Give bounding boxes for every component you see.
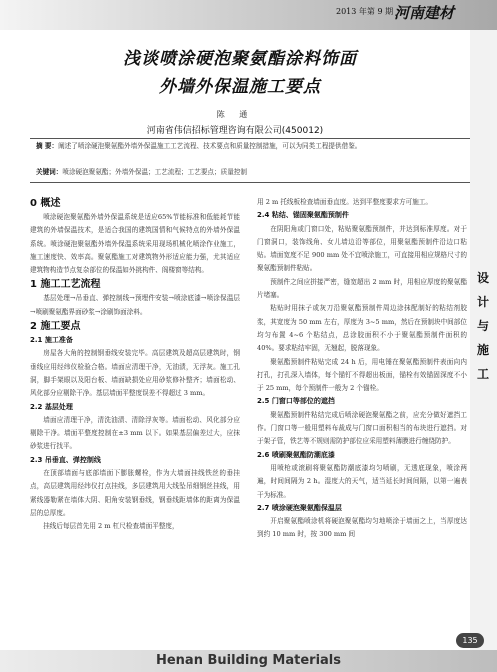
- body-paragraph: 墙面应清理干净，清洗油渍、清除浮灰等。墙面松动、风化部分应剔除干净。墙面平整度控制在±3 mm 以下。如果基层偏差过大，应抹砂浆进行找平。: [30, 415, 240, 451]
- page-number: 135: [456, 633, 484, 648]
- body-paragraph: 用喷枪或滚刷将聚氨酯防潮底漆均匀喷刷，无透底现象，喷涂两遍，时间间隔为 2 h。湿度大的天气，适当延长时间间隔，以第一遍表干为标准。: [257, 463, 467, 499]
- body-paragraph: 在阴阳角或门窗口处，粘贴聚氨酯预制件，并达到标准厚度。对于门窗洞口，装饰线角、女儿墙边沿等部位，用聚氨酯预制件沿边口粘贴。墙面宽度不足 900 mm 处不宜喷涂施工，可直接用相应规格尺寸的聚氨酯预制件粘贴。: [257, 224, 467, 273]
- body-paragraph: 喷涂硬泡聚氨酯外墙外保温系统是适应65%节能标准和低能耗节能建筑的外墙保温技术，是适合我国的建筑国情和气候特点的外墙外保温系统。喷涂硬泡聚氨酯外墙外保温系统采用现场机械化喷涂作业施工，施工速度快、效率高。聚氨酯施工对建筑物外形适应能力强，尤其适应建筑物构造节点复杂部位的保温如外挑构件、阁楼窗等结构。: [30, 213, 240, 275]
- keywords-text: 喷涂硬泡聚氨酯；外墙外保温；工艺流程；工艺要点；质量控制: [62, 168, 247, 176]
- body-paragraph: 聚氨酯预制件粘贴完成 24 h 后，用电锤在聚氨酯预制件表面向内打孔，打孔深入墙体，每个锚钉不得超出板面，锚栓有效锚固深度不小于 25 mm，每个预制件一般为 2 个锚栓。: [257, 357, 467, 393]
- right-column: [257, 196, 467, 542]
- body-paragraph: 在顶部墙面与底部墙面下膨胀螺栓，作为大墙面挂线铁丝的垂挂点，高层建筑用经纬仪打点挂线，多层建筑用大线坠吊细钢丝挂线，用紧线器勒紧在墙体大阴、阳角安装钢垂线，钢垂线距墙体的距离为保温层的总厚度。: [30, 469, 240, 517]
- body-paragraph: 聚氨酯预制件粘结完成后喷涂硬泡聚氨酯之前，应充分做好遮挡工作。门窗口等一般用塑料布裁成与门窗口面积相当的布块进行遮挡。对于架子管，铁艺等不规则需防护部位应采用塑料薄膜进行缠绕防护。: [257, 410, 467, 446]
- subsection-heading: 2.6 喷刷聚氨酯防潮底漆: [257, 450, 335, 459]
- subsection-heading: 2.1 施工准备: [30, 336, 73, 345]
- journal-name: 河南建材: [394, 4, 455, 22]
- author-affiliation: 河南省伟信招标管理咨询有限公司(450012): [146, 126, 324, 136]
- section-label-char: 施: [476, 343, 489, 357]
- subsection-heading: 2.2 基层处理: [30, 402, 73, 411]
- subsection-heading: 2.5 门窗口等部位的遮挡: [257, 397, 335, 406]
- body-paragraph: 预制件之间应拼接严密，缝宽超出 2 mm 时，用相应厚度的聚氨酯片堵塞。: [257, 277, 467, 300]
- divider-top: [30, 138, 470, 139]
- section-heading: 0 概述: [30, 198, 61, 209]
- keywords: [36, 166, 464, 178]
- keywords-label: 关键词：: [36, 168, 63, 176]
- left-column: [30, 196, 240, 534]
- subsection-heading: 2.7 喷涂硬泡聚氨酯保温层: [257, 503, 342, 512]
- subsection-heading: 2.3 吊垂直、弹控制线: [30, 455, 101, 464]
- article-title-line2: 外墙外保温施工要点: [159, 77, 321, 97]
- journal-footer-bar: [0, 650, 497, 672]
- body-paragraph: 粘贴时用抹子或灰刀沿聚氨酯预制件周边涂抹配制好的粘结剂胶浆，其宽度为 50 mm 左右，厚度为 3~5 mm，然后在预制块中间部位均匀布置 4~6 个粘结点，总涂胶面积不小于聚氨酯预制件面积的 40%。要求粘结牢固，无翘起，脱落现象。: [257, 304, 467, 353]
- body-paragraph: 基层处理→吊垂直、弹控制线→预埋件安装→喷涂底漆→喷涂保温层→喷刷聚氨酯界面砂浆→涂刷饰面涂料。: [30, 294, 240, 316]
- body-paragraph: 房屋各大角的控制钢垂线安装完毕。高层建筑及超高层建筑时，钢垂线应用经纬仪检验合格。墙面应清理干净，无油渍，无浮灰。施工孔洞，脚手架眼以及阳台板、墙面缺损处应用砂浆修补整齐；墙面松动、风化部分应剔除干净。基层墙面平整度误差不得超过 3 mm。: [30, 349, 240, 398]
- abstract: [36, 140, 464, 152]
- body-paragraph: 用 2 m 托线板检查墙面垂直度。达到平整度要求方可施工。: [257, 198, 432, 206]
- journal-header-bar: [0, 0, 497, 30]
- section-label-char: 计: [476, 295, 489, 309]
- abstract-text: 阐述了喷涂硬泡聚氨酯外墙外保温施工工艺流程、技术要点和质量控制措施，可以为同类工程提供借鉴。: [58, 142, 362, 150]
- body-paragraph: 开启聚氨酯喷涂机将硬泡聚氨酯均匀地喷涂于墙面之上，当厚度达到约 10 mm 时，按 300 mm 间: [257, 517, 467, 539]
- section-label-char: 设: [476, 271, 489, 285]
- issue-label: 2013 年第 9 期: [336, 7, 394, 16]
- section-heading: 2 施工要点: [30, 321, 81, 333]
- section-heading: 1 施工工艺流程: [30, 279, 101, 291]
- section-label-char: 工: [476, 367, 489, 381]
- section-label-char: 与: [476, 319, 489, 333]
- article-title-line1: 浅谈喷涂硬泡聚氨酯涂料饰面: [123, 49, 357, 69]
- author-name: 陈 通: [216, 110, 254, 119]
- body-paragraph: 挂线后每层首先用 2 m 杠尺检查墙面平整度，: [43, 522, 179, 531]
- abstract-label: 摘 要：: [36, 142, 59, 150]
- subsection-heading: 2.4 粘结、锚固聚氨酯预制件: [257, 211, 349, 220]
- journal-brand-english: Henan Building Materials: [155, 653, 341, 668]
- divider-bottom: [30, 182, 470, 183]
- section-label: [472, 266, 494, 386]
